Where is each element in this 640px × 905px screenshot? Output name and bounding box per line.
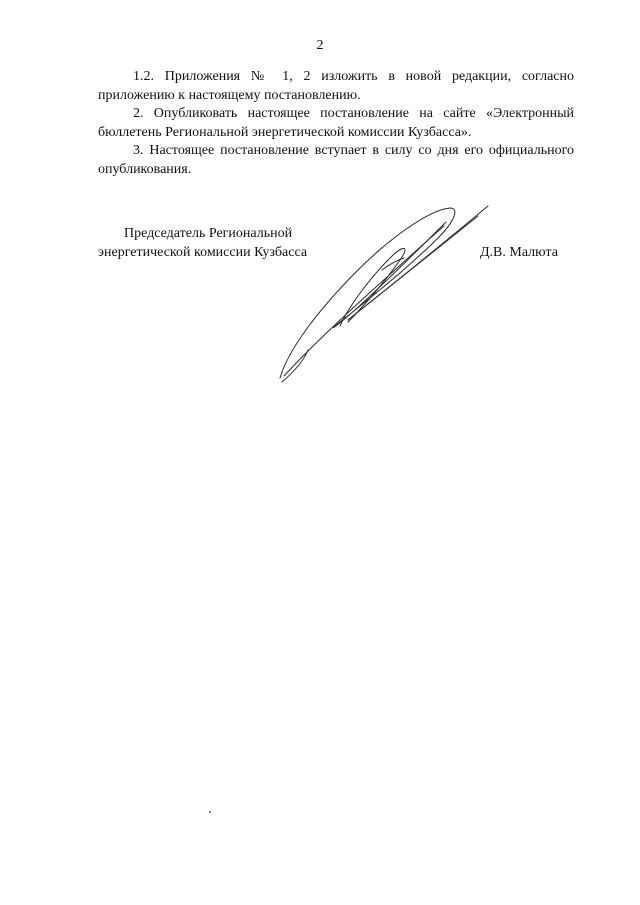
paragraph-2: 2. Опубликовать настоящее постановление на сайте «Электронный бюллетень Региональной энергетической комиссии Кузбасса». <box>98 106 574 140</box>
signer-title-line2: энергетической комиссии Кузбасса <box>98 245 308 260</box>
paragraph-1: 1.2. Приложения № 1, 2 изложить в новой редакции, согласно приложению к настоящему постановлению. <box>98 69 574 103</box>
signer-name: Д.В. Малюта <box>480 245 558 260</box>
signature-icon <box>278 200 498 390</box>
signer-title-line1: Председатель Региональной <box>124 226 293 241</box>
scan-dot <box>209 811 211 813</box>
paragraph-3: 3. Настоящее постановление вступает в силу со дня его официального опубликования. <box>98 143 574 177</box>
page-number: 2 <box>316 38 324 53</box>
document-body <box>98 68 574 179</box>
